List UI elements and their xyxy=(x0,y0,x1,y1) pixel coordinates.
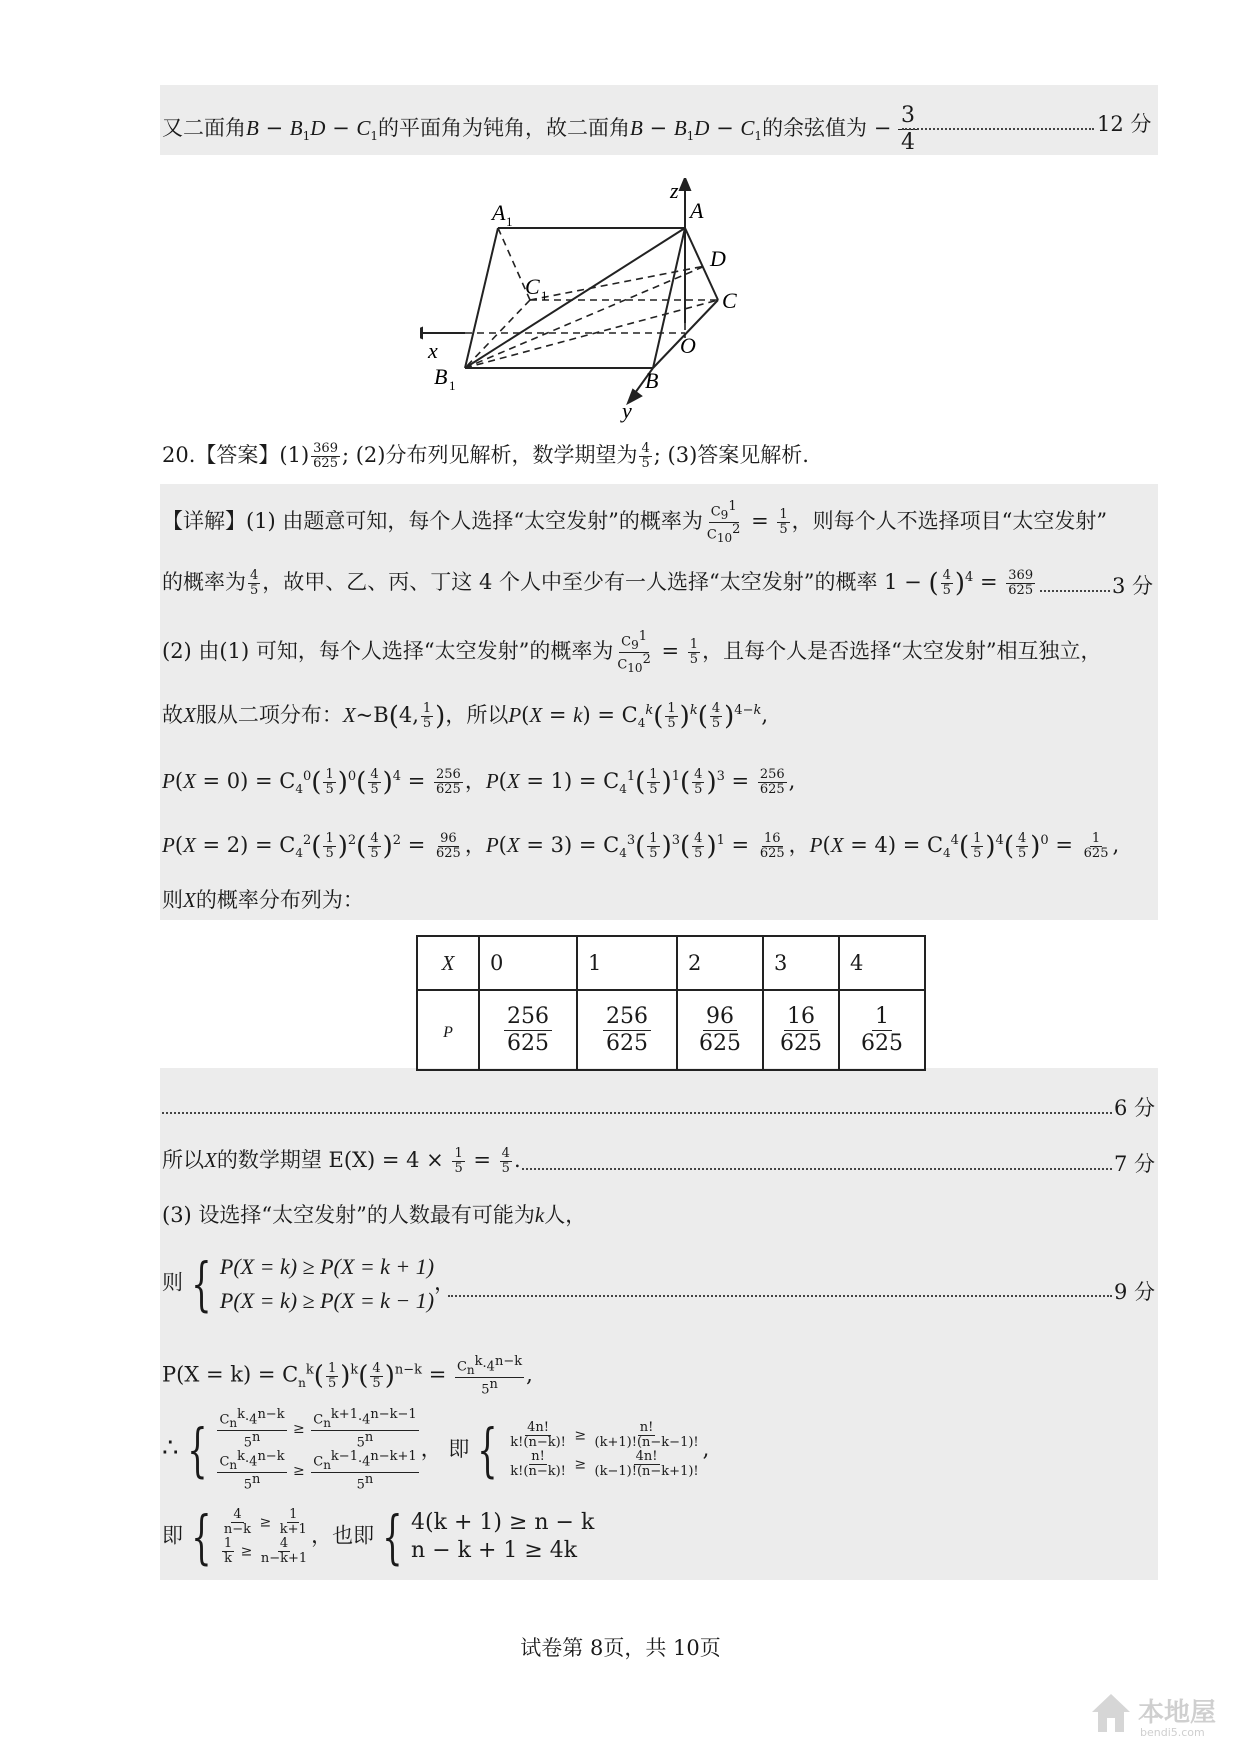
score-dots-9 xyxy=(448,1295,1112,1297)
label-y: y xyxy=(622,398,632,423)
label-A1-sub: 1 xyxy=(506,214,513,229)
detail-line-2: 的概率为 $\frac{4}{5}$ ，故甲、乙、丙、丁这 4 个人中至少有一人选择“太空发射”的概率 1 − ( $\frac{4}{5}$ )$^4$ = $\frac{369}{625}$ xyxy=(162,568,1034,599)
table-header-row: X 0 1 2 3 4 xyxy=(417,936,925,990)
label-x: x xyxy=(428,338,438,363)
score-dots-7 xyxy=(522,1168,1112,1170)
label-B1: B xyxy=(434,364,448,389)
label-A1: A xyxy=(492,200,506,225)
expectation-line: 所以X的数学期望 E(X) = 4 × $\frac{1}{5}$ = $\frac{4}{5}$ . xyxy=(162,1146,521,1176)
prism-figure xyxy=(420,178,750,428)
therefore-system: ∴ { $\frac{C_n^k\cdot 4^{n-k}}{5^n}$ ≥ $\frac{C_n^{k+1}\cdot 4^{n-k-1}}{5^n}$ $\frac{C_n^k\cdot 4^{n-k}}{5^n}$ ≥ $\frac{C_n^{k-1}\cdot 4^{n-k+1}}{5^n}$ ， 即 { $\frac{4n!}{k!(n-k)!}$ ≥ $\frac{n!}{(k+1)!(n-k-1)!}$ $\frac{n!}{k!(n-k)!}$ ≥ $\frac{4n!}{(k-1)!(n-k+1)!}$ , xyxy=(162,1407,710,1493)
score-dots-3 xyxy=(1040,590,1110,592)
label-C1: C xyxy=(525,274,540,299)
label-B1-sub: 1 xyxy=(449,378,456,393)
label-A: A xyxy=(690,198,704,223)
page-footer: 试卷第 8页，共 10页 xyxy=(520,1636,721,1660)
score-3: 3 分 xyxy=(1112,574,1154,598)
detail-line-3: (2) 由(1) 可知，每个人选择“太空发射”的概率为 $\frac{C_9^1}{C_{10}^2}$ = $\frac{1}{5}$ ，且每个人是否选择“太空发射”相互独立， xyxy=(162,629,1102,675)
label-O: O xyxy=(680,333,696,358)
label-z: z xyxy=(670,178,679,203)
score-dots-12 xyxy=(902,128,1094,130)
label-C1-sub: 1 xyxy=(541,288,548,303)
house-logo-icon xyxy=(1088,1690,1134,1736)
table-prob-row: P $\frac{256}{625}$ $\frac{256}{625}$ $\frac{96}{625}$ $\frac{16}{625}$ $\frac{1}{625}$ xyxy=(417,990,925,1070)
ans1-fraction: $\frac{369}{625}$ xyxy=(313,441,338,471)
detail-line-5: $P(X = 0) = C_4^0$( $\frac{1}{5}$ )$^0$( $\frac{4}{5}$ )$^4$ = $\frac{256}{625}$ ，$P(X = 1) = C_4^1$( $\frac{1}{5}$ )$^1$( $\frac{4}{5}$ )$^3$ = $\frac{256}{625}$ , xyxy=(162,767,796,798)
dihedral-angle-line: 又二面角$B - B_1D - C_1$的平面角为钝角，故二面角$B - B_1D - C_1$的余弦值为 − $\frac{3}{4}$ xyxy=(162,103,918,156)
detail-line-6: $P(X = 2) = C_4^2$( $\frac{1}{5}$ )$^2$( $\frac{4}{5}$ )$^2$ = $\frac{96}{625}$ ，$P(X = 3) = C_4^3$( $\frac{1}{5}$ )$^3$( $\frac{4}{5}$ )$^1$ = $\frac{16}{625}$ ，$P(X = 4) = C_4^4$( $\frac{1}{5}$ )$^4$( $\frac{4}{5}$ )$^0$ = $\frac{1}{625}$ , xyxy=(162,831,1120,862)
inequality-system: 则 { P(X = k) ≥ P(X = k + 1) P(X = k) ≥ P(X = k − 1) ， xyxy=(162,1250,456,1318)
watermark-name: 本地屋 xyxy=(1138,1698,1217,1728)
watermark-site: bendi5.com xyxy=(1140,1726,1205,1739)
detail-line-7: 则X的概率分布列为： xyxy=(162,888,364,912)
part3-line: (3) 设选择“太空发射”的人数最有可能为k人， xyxy=(162,1203,587,1227)
score-9: 9 分 xyxy=(1114,1280,1156,1304)
cosine-fraction: $\frac{3}{4}$ xyxy=(898,103,918,156)
pmf-general: $P(X = k) = C_n^k$( $\frac{1}{5}$ )$^k$( $\frac{4}{5}$ )$^{n-k}$ = $\frac{C_n^k\cdot 4^{n-k}}{5^n}$ , xyxy=(162,1354,533,1398)
score-6: 6 分 xyxy=(1114,1096,1156,1120)
detail-line-1: 【详解】(1) 由题意可知，每个人选择“太空发射”的概率为 $\frac{C_9^1}{C_{10}^2}$ = $\frac{1}{5}$ ，则每个人不选择项目“太空发射” xyxy=(162,499,1108,545)
detail-line-4: 故X服从二项分布：X~B(4, $\frac{1}{5}$ )，所以$P(X = k) = C_4^k$( $\frac{1}{5}$ )$^k$( $\frac{4}{5}$ )$^{4-k}$, xyxy=(162,701,769,732)
score-dots-6 xyxy=(162,1112,1112,1114)
final-system: 即 { $\frac{4}{n-k}$ ≥ $\frac{1}{k+1}$ $\frac{1}{k}$ ≥ $\frac{4}{n-k+1}$ ，也即 { 4(k + 1) ≥ n − k n − k + 1 ≥ 4k xyxy=(162,1503,595,1571)
score-12: 12 分 xyxy=(1097,112,1152,136)
expectation-fraction: $\frac{4}{5}$ xyxy=(641,441,650,471)
score-7: 7 分 xyxy=(1114,1152,1156,1176)
label-C: C xyxy=(722,288,737,313)
label-B: B xyxy=(645,368,659,393)
label-D: D xyxy=(710,246,726,271)
distribution-table xyxy=(416,935,926,1071)
q20-answer: 20.【答案】(1) $\frac{369}{625}$ ; (2)分布列见解析，数学期望为 $\frac{4}{5}$ ; (3)答案见解析. xyxy=(162,441,809,471)
